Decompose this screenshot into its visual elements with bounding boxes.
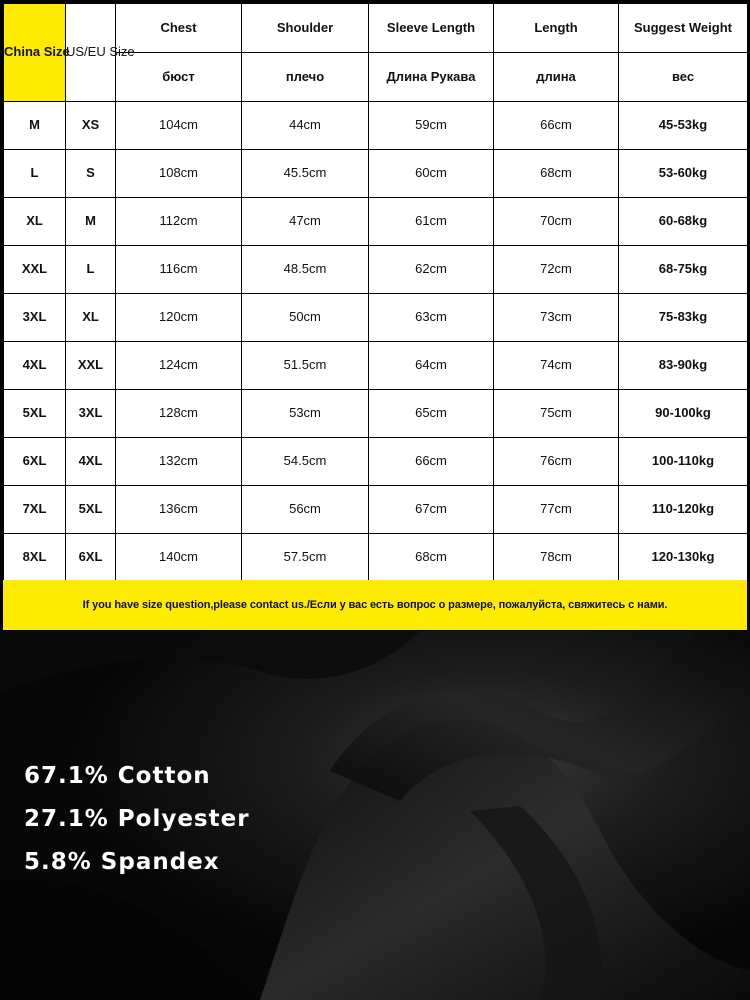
length-cell: 70cm [494,198,619,246]
us-eu-size-cell: XXL [66,342,116,390]
table-row [4,438,748,486]
us-eu-size-cell: S [66,150,116,198]
chest-cell: 132cm [116,438,242,486]
china-size-cell: 8XL [4,534,66,582]
china-size-cell: 5XL [4,390,66,438]
chest-cell: 140cm [116,534,242,582]
size-question-notice: If you have size question,please contact us./Если у вас есть вопрос о размере, пожалуйста, свяжитесь с нами. [3,580,747,630]
chest-cell: 112cm [116,198,242,246]
suggest-weight-cell: 90-100kg [619,390,748,438]
shoulder-cell: 44cm [242,102,369,150]
sleeve-length-cell: 62cm [369,246,494,294]
chest-header-ru: бюст [116,53,242,102]
us-eu-size-cell: XS [66,102,116,150]
china-size-cell: L [4,150,66,198]
chest-cell: 124cm [116,342,242,390]
us-eu-size-cell: XL [66,294,116,342]
length-cell: 73cm [494,294,619,342]
shoulder-cell: 54.5cm [242,438,369,486]
shoulder-cell: 51.5cm [242,342,369,390]
us-eu-size-cell: L [66,246,116,294]
length-cell: 76cm [494,438,619,486]
suggest-weight-cell: 60-68kg [619,198,748,246]
size-table [3,3,748,582]
sleeve-length-cell: 68cm [369,534,494,582]
china-size-cell: XXL [4,246,66,294]
china-size-header: China Size [4,4,66,102]
chest-cell: 116cm [116,246,242,294]
china-size-cell: 7XL [4,486,66,534]
shoulder-cell: 57.5cm [242,534,369,582]
us-eu-size-cell: 3XL [66,390,116,438]
length-cell: 74cm [494,342,619,390]
table-row [4,294,748,342]
suggest-weight-cell: 110-120kg [619,486,748,534]
fabric-photo [0,631,750,1000]
chest-cell: 128cm [116,390,242,438]
suggest-weight-cell: 75-83kg [619,294,748,342]
sleeve-length-cell: 66cm [369,438,494,486]
china-size-cell: 3XL [4,294,66,342]
suggest-weight-cell: 100-110kg [619,438,748,486]
length-cell: 75cm [494,390,619,438]
composition-cotton: 67.1% Cotton [24,763,211,789]
sleeve-length-header: Sleeve Length [369,4,494,53]
us-eu-size-cell: 4XL [66,438,116,486]
sleeve-length-cell: 63cm [369,294,494,342]
china-size-cell: M [4,102,66,150]
suggest-weight-cell: 68-75kg [619,246,748,294]
us-eu-size-cell: 6XL [66,534,116,582]
chest-header: Chest [116,4,242,53]
table-row [4,198,748,246]
shoulder-cell: 50cm [242,294,369,342]
table-row [4,390,748,438]
sleeve-length-cell: 59cm [369,102,494,150]
suggest-weight-header: Suggest Weight [619,4,748,53]
table-row [4,486,748,534]
table-row [4,246,748,294]
suggest-weight-header-ru: вес [619,53,748,102]
sleeve-length-header-ru: Длина Рукава [369,53,494,102]
chest-cell: 104cm [116,102,242,150]
sleeve-length-cell: 60cm [369,150,494,198]
us-eu-size-cell: M [66,198,116,246]
chest-cell: 136cm [116,486,242,534]
suggest-weight-cell: 45-53kg [619,102,748,150]
length-cell: 72cm [494,246,619,294]
china-size-cell: XL [4,198,66,246]
composition-polyester: 27.1% Polyester [24,806,250,832]
table-row [4,150,748,198]
sleeve-length-cell: 61cm [369,198,494,246]
shoulder-cell: 47cm [242,198,369,246]
suggest-weight-cell: 120-130kg [619,534,748,582]
length-cell: 77cm [494,486,619,534]
shoulder-cell: 48.5cm [242,246,369,294]
sleeve-length-cell: 67cm [369,486,494,534]
fabric-composition [24,755,250,884]
us-eu-size-header: US/EU Size [66,4,116,102]
sleeve-length-cell: 64cm [369,342,494,390]
length-cell: 68cm [494,150,619,198]
length-header-ru: длина [494,53,619,102]
table-row [4,534,748,582]
shoulder-cell: 56cm [242,486,369,534]
header-row-en [4,4,748,53]
composition-spandex: 5.8% Spandex [24,849,220,875]
chest-cell: 120cm [116,294,242,342]
shoulder-header: Shoulder [242,4,369,53]
length-cell: 66cm [494,102,619,150]
us-eu-size-cell: 5XL [66,486,116,534]
chest-cell: 108cm [116,150,242,198]
shoulder-cell: 53cm [242,390,369,438]
table-row [4,102,748,150]
length-header: Length [494,4,619,53]
length-cell: 78cm [494,534,619,582]
shoulder-cell: 45.5cm [242,150,369,198]
suggest-weight-cell: 83-90kg [619,342,748,390]
table-row [4,342,748,390]
shoulder-header-ru: плечо [242,53,369,102]
suggest-weight-cell: 53-60kg [619,150,748,198]
sleeve-length-cell: 65cm [369,390,494,438]
china-size-cell: 6XL [4,438,66,486]
china-size-cell: 4XL [4,342,66,390]
